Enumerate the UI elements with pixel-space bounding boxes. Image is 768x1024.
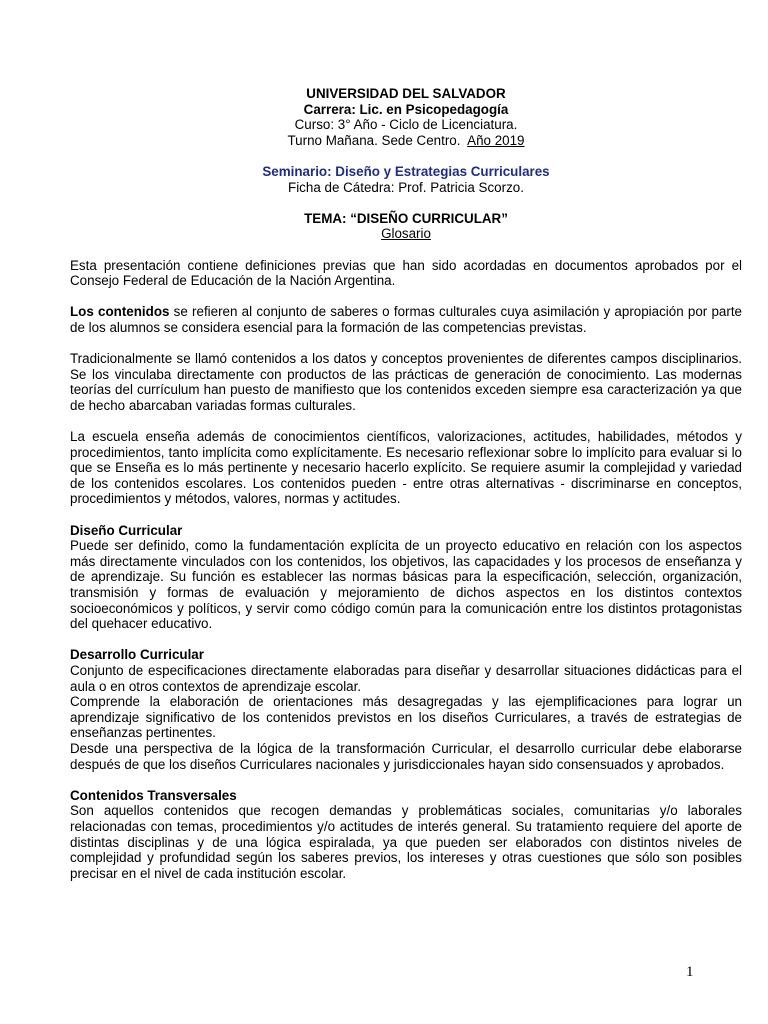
contenidos-paragraph-1	[70, 304, 742, 335]
document-page	[70, 86, 742, 881]
contenidos-definition: se refieren al conjunto de saberes o formas culturales cuya asimilación y apropiación por parte de los alumnos se considera esencial para la formación de las competencias previstas.	[70, 304, 742, 335]
university-name: UNIVERSIDAD DEL SALVADOR	[306, 86, 506, 101]
topic-title: TEMA: “DISEÑO CURRICULAR”	[304, 210, 508, 226]
page-number: 1	[686, 964, 694, 980]
shift-line	[70, 133, 742, 149]
intro-paragraph: Esta presentación contiene definiciones previas que han sido acordadas en documentos aprobados por el Consejo Federal de Educación de la Nación Argentina.	[70, 257, 742, 289]
career-line: Carrera: Lic. en Psicopedagogía	[303, 101, 509, 117]
transversales-paragraph: Son aquellos contenidos que recogen demandas y problemáticas sociales, comunitarias y/o laborales relacionadas con temas, procedimientos y/o actitudes de interés general. Su tratamiento requiere del aporte de distintas disciplinas y de una lógica espiralada, ya que pueden ser elaborados con distintos niveles de complejidad y profundidad según los saberes previos, los intereses y otras cuestiones que sólo son posibles precisar en el nivel de cada institución escolar.	[70, 803, 742, 881]
chair-line: Ficha de Cátedra: Prof. Patricia Scorzo.	[288, 179, 524, 195]
diseno-heading: Diseño Curricular	[70, 522, 183, 538]
year-text: Año 2019	[467, 132, 525, 148]
contenidos-term: Los contenidos	[70, 304, 170, 320]
desarrollo-paragraph-1: Conjunto de especificaciones directamente elaboradas para diseñar y desarrollar situaciones didácticas para el aula o en otros contextos de aprendizaje escolar.	[70, 662, 742, 694]
contenidos-paragraph-3: La escuela enseña además de conocimientos científicos, valorizaciones, actitudes, habilidades, métodos y procedimientos, tanto implícita como explícitamente. Es necesario reflexionar sobre lo implícito para evaluar si lo que se Enseña es lo más pertinente y necesario hacerlo explícito. Se requiere asumir la complejidad y variedad de los contenidos escolares. Los contenidos pueden - entre otras alternativas - discriminarse en conceptos, procedimientos y métodos, valores, normas y actitudes.	[70, 429, 742, 507]
glossary-subtitle: Glosario	[381, 226, 431, 242]
seminar-title: Seminario: Diseño y Estrategias Curriculares	[262, 163, 550, 179]
transversales-heading: Contenidos Transversales	[70, 787, 237, 803]
desarrollo-paragraph-3: Desde una perspectiva de la lógica de la transformación Curricular, el desarrollo curricular debe elaborarse después de que los diseños Curriculares nacionales y jurisdiccionales hayan sido consensuados y aprobados.	[70, 740, 742, 772]
desarrollo-heading: Desarrollo Curricular	[70, 647, 204, 663]
desarrollo-paragraph-2: Comprende la elaboración de orientaciones más desagregadas y las ejemplificaciones para lograr un aprendizaje significativo de los contenidos previstos en los diseños Curriculares, a través de estrategias de enseñanzas pertinentes.	[70, 694, 742, 741]
shift-text: Turno Mañana. Sede Centro.	[287, 132, 461, 148]
diseno-paragraph: Puede ser definido, como la fundamentación explícita de un proyecto educativo en relación con los aspectos más directamente vinculados con los contenidos, los objetivos, las capacidades y los procesos de enseñanza y de aprendizaje. Su función es establecer las normas básicas para la especificación, selección, organización, transmisión y formas de evaluación y mejoramiento de dichos aspectos en los distintos contextos socioeconómicos y políticos, y servir como código común para la comunicación entre los distintos protagonistas del quehacer educativo.	[70, 538, 742, 632]
contenidos-paragraph-2: Tradicionalmente se llamó contenidos a los datos y conceptos provenientes de diferentes campos disciplinarios. Se los vinculaba directamente con productos de las prácticas de generación de conocimiento. Las modernas teorías del currículum han puesto de manifiesto que los contenidos exceden siempre esa caracterización ya que de hecho abarcaban variadas formas culturales.	[70, 351, 742, 413]
course-line: Curso: 3° Año - Ciclo de Licenciatura.	[294, 117, 518, 133]
